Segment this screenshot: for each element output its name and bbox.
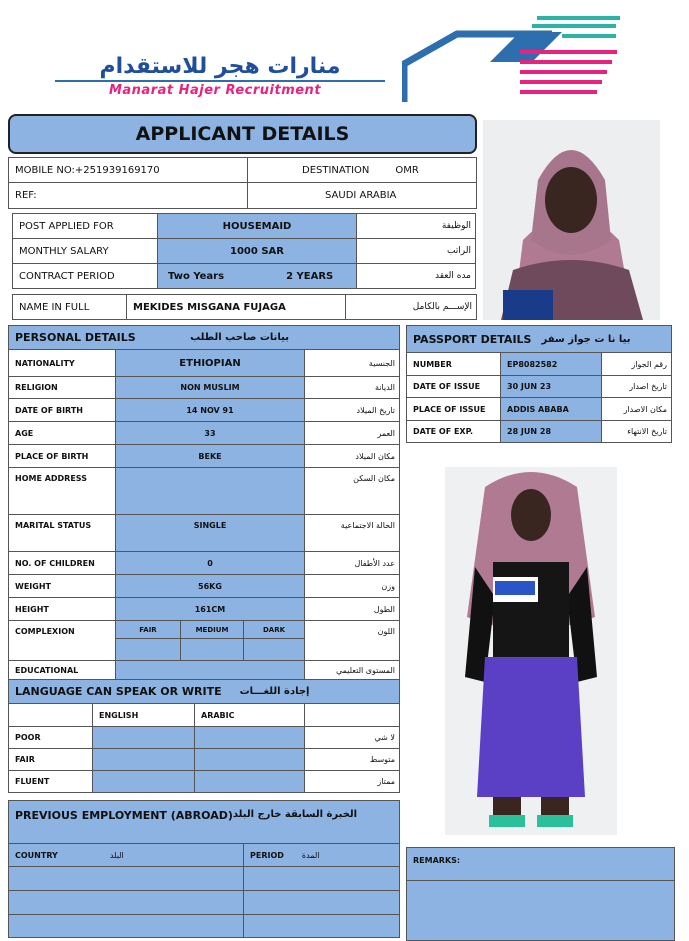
personal-value: SINGLE: [115, 514, 305, 552]
complexion-option: FAIR: [115, 620, 181, 639]
language-row-ar: لا شي: [304, 726, 400, 749]
passport-ar: مكان الاصدار: [601, 397, 672, 421]
logo-arabic-text: منارات هجر للاستقدام: [99, 54, 341, 79]
language-col-english: ENGLISH: [92, 703, 195, 727]
language-english-cell: [92, 770, 195, 793]
ref-value: SAUDI ARABIA: [247, 182, 477, 209]
personal-ar: الحالة الاجتماعية: [304, 514, 400, 552]
personal-ar: الجنسية: [304, 349, 400, 377]
personal-label: AGE: [8, 421, 116, 445]
salary-label: MONTHLY SALARY: [12, 238, 158, 264]
language-arabic-cell: [194, 726, 305, 749]
language-header-ar: إجادة اللغـــات: [239, 686, 310, 697]
logo-english-text: Manarat Hajer Recruitment: [108, 83, 322, 98]
personal-label: HOME ADDRESS: [8, 467, 116, 515]
contract-value-2: 2 YEARS: [286, 270, 334, 282]
language-english-cell: [92, 748, 195, 771]
page-title: APPLICANT DETAILS: [8, 114, 477, 154]
personal-ar: الطول: [304, 597, 400, 621]
personal-ar: مكان السكن: [304, 467, 400, 515]
name-label: NAME IN FULL: [12, 294, 127, 320]
personal-label: DATE OF BIRTH: [8, 398, 116, 422]
contract-value: [157, 263, 357, 289]
personal-label: WEIGHT: [8, 574, 116, 598]
personal-label: PLACE OF BIRTH: [8, 444, 116, 468]
destination-cell: [247, 157, 477, 183]
personal-value: BEKE: [115, 444, 305, 468]
remarks-box: [406, 847, 675, 941]
educational-value: [115, 660, 305, 680]
remarks-divider: [406, 880, 675, 881]
complexion-ar: اللون: [304, 620, 400, 661]
personal-header-label: PERSONAL DETAILS: [15, 331, 136, 344]
personal-value: ETHIOPIAN: [115, 349, 305, 377]
post-ar: الوظيفة: [356, 213, 476, 239]
salary-value: 1000 SAR: [157, 238, 357, 264]
complexion-option: MEDIUM: [180, 620, 244, 639]
name-value: MEKIDES MISGANA FUJAGA: [126, 294, 346, 320]
passport-value: 30 JUN 23: [500, 375, 602, 398]
employment-country-cell: [8, 866, 244, 891]
personal-label: MARITAL STATUS: [8, 514, 116, 552]
complexion-option: DARK: [243, 620, 305, 639]
passport-value: 28 JUN 28: [500, 420, 602, 443]
employment-header-ar: الخبرة السابقة خارج البلد: [232, 809, 358, 820]
language-english-cell: [92, 726, 195, 749]
employment-header-label: PREVIOUS EMPLOYMENT (ABROAD): [15, 809, 233, 822]
contract-label: CONTRACT PERIOD: [12, 263, 158, 289]
personal-label: NO. OF CHILDREN: [8, 551, 116, 575]
passport-value: ADDIS ABABA: [500, 397, 602, 421]
passport-header-label: PASSPORT DETAILS: [413, 332, 532, 346]
employment-country-cell: [8, 890, 244, 915]
personal-label: RELIGION: [8, 376, 116, 399]
personal-label: NATIONALITY: [8, 349, 116, 377]
language-col-arabic: ARABIC: [194, 703, 305, 727]
language-arabic-cell: [194, 770, 305, 793]
remarks-label: REMARKS:: [413, 856, 461, 865]
personal-ar: الديانة: [304, 376, 400, 399]
employment-country-header: [8, 843, 244, 867]
personal-ar: مكان الميلاد: [304, 444, 400, 468]
employment-country-ar: البلد: [109, 850, 124, 860]
personal-value: 56KG: [115, 574, 305, 598]
complexion-dark-box: [243, 638, 305, 661]
applicant-portrait-photo: [483, 120, 660, 320]
personal-ar: تاريخ الميلاد: [304, 398, 400, 422]
employment-country-label: COUNTRY: [15, 850, 58, 860]
personal-ar: عدد الأطفال: [304, 551, 400, 575]
educational-label: EDUCATIONAL: [8, 660, 116, 680]
passport-label: DATE OF EXP.: [406, 420, 501, 443]
educational-ar: المستوى التعليمي: [304, 660, 400, 680]
language-row-ar: متوسط: [304, 748, 400, 771]
employment-header: [8, 800, 400, 844]
passport-label: DATE OF ISSUE: [406, 375, 501, 398]
mobile-number: MOBILE NO:+251939169170: [8, 157, 248, 183]
post-value: HOUSEMAID: [157, 213, 357, 239]
personal-ar: وزن: [304, 574, 400, 598]
employment-period-header: [243, 843, 400, 867]
personal-header-ar: بيانات صاحب الطلب: [190, 332, 289, 343]
logo-divider: [55, 80, 385, 82]
passport-ar: رقم الجواز: [601, 352, 672, 376]
employment-period-label: PERIOD: [250, 850, 284, 860]
passport-ar: تاريخ الانتهاء: [601, 420, 672, 443]
destination-value: OMR: [395, 164, 419, 176]
language-row-label: POOR: [8, 726, 93, 749]
passport-value: EP8082582: [500, 352, 602, 376]
language-arabic-cell: [194, 748, 305, 771]
personal-label: HEIGHT: [8, 597, 116, 621]
post-label: POST APPLIED FOR: [12, 213, 158, 239]
employment-period-ar: المدة: [301, 850, 320, 860]
employment-period-cell: [243, 914, 400, 938]
employment-country-cell: [8, 914, 244, 938]
language-header: [8, 679, 400, 704]
language-row-label: FLUENT: [8, 770, 93, 793]
passport-label: PLACE OF ISSUE: [406, 397, 501, 421]
language-row-label: FAIR: [8, 748, 93, 771]
applicant-full-body-photo: [445, 467, 617, 835]
passport-header: [406, 325, 672, 353]
personal-value: 14 NOV 91: [115, 398, 305, 422]
employment-period-cell: [243, 866, 400, 891]
contract-value-1: Two Years: [168, 270, 225, 282]
language-row-ar: ممتاز: [304, 770, 400, 793]
complexion-medium-box: [180, 638, 244, 661]
language-header-label: LANGUAGE CAN SPEAK OR WRITE: [15, 685, 222, 698]
language-blank-corner: [8, 703, 93, 727]
passport-ar: تاريخ اصدار: [601, 375, 672, 398]
complexion-label: COMPLEXION: [8, 620, 116, 661]
passport-header-ar: بيا نا ت جواز سفر: [541, 333, 631, 345]
complexion-fair-box: [115, 638, 181, 661]
logo-house-icon: [402, 12, 627, 104]
personal-value: 0: [115, 551, 305, 575]
employment-period-cell: [243, 890, 400, 915]
salary-ar: الراتب: [356, 238, 476, 264]
contract-ar: مده العقد: [356, 263, 476, 289]
name-ar: الإســـم بالكامل: [345, 294, 477, 320]
destination-label: DESTINATION: [302, 164, 370, 176]
personal-value: 33: [115, 421, 305, 445]
language-blank-ar: [304, 703, 400, 727]
passport-label: NUMBER: [406, 352, 501, 376]
personal-value: NON MUSLIM: [115, 376, 305, 399]
personal-header: [8, 325, 400, 350]
personal-value: [115, 467, 305, 515]
personal-value: 161CM: [115, 597, 305, 621]
ref-label: REF:: [8, 182, 248, 209]
personal-ar: العمر: [304, 421, 400, 445]
